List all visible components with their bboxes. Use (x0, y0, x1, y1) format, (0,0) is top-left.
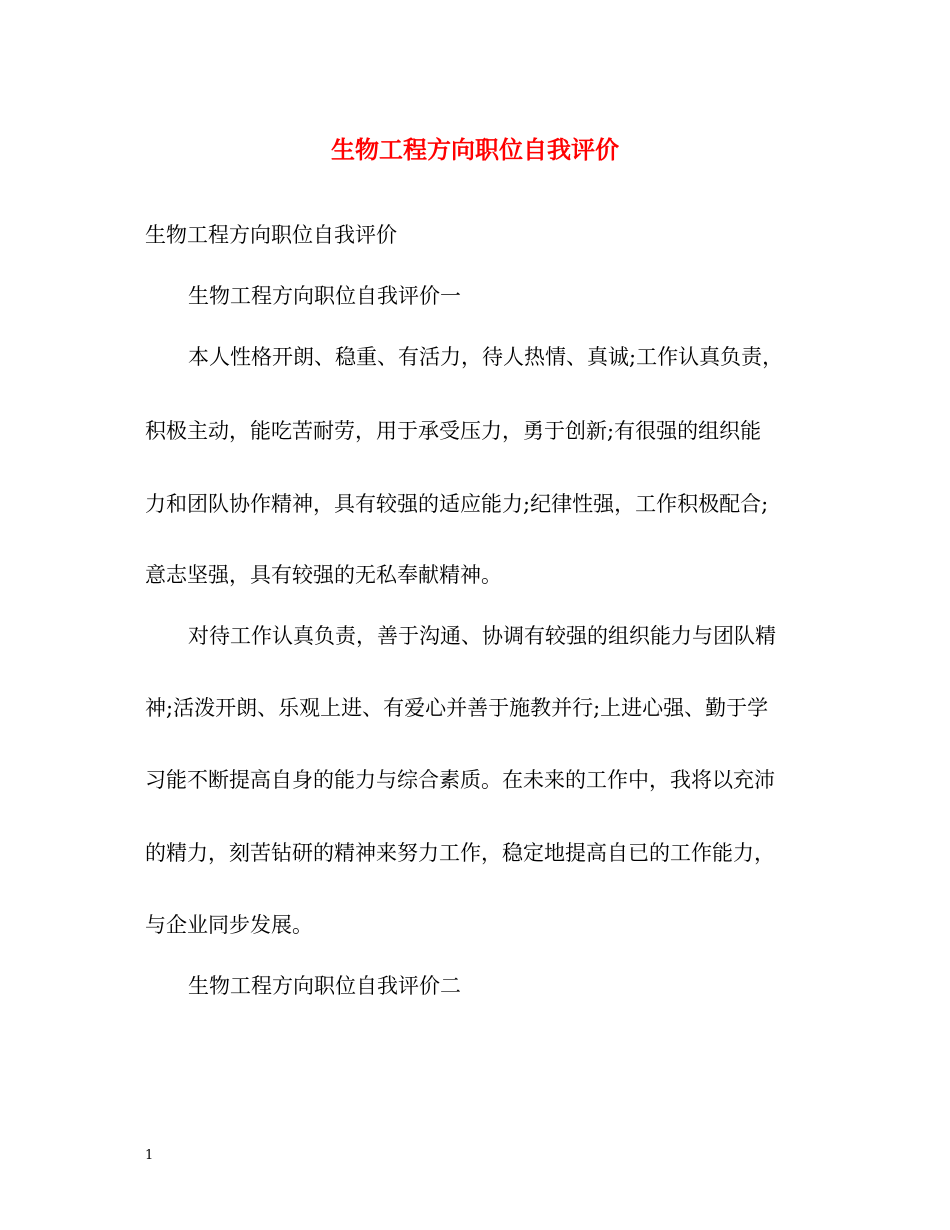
paragraph-2-line-1: 对待工作认真负责，善于沟通、协调有较强的组织能力与团队精 (188, 624, 776, 648)
document-title: 生物工程方向职位自我评价 (331, 135, 619, 164)
paragraph-2-line-4: 的精力，刻苦钻研的精神来努力工作，稳定地提高自已的工作能力， (145, 841, 775, 865)
section-heading-1: 生物工程方向职位自我评价一 (188, 284, 461, 308)
paragraph-2-line-3: 习能不断提高自身的能力与综合素质。在未来的工作中，我将以充沛 (145, 768, 775, 792)
section-heading-2: 生物工程方向职位自我评价二 (188, 974, 461, 998)
paragraph-2-line-5: 与企业同步发展。 (145, 913, 313, 937)
paragraph-1-line-2: 积极主动，能吃苦耐劳，用于承受压力，勇于创新;有很强的组织能 (145, 419, 762, 443)
paragraph-1-line-1: 本人性格开朗、稳重、有活力，待人热情、真诚;工作认真负责， (188, 345, 784, 369)
subtitle-line: 生物工程方向职位自我评价 (145, 223, 397, 247)
page-number: 1 (145, 1148, 154, 1163)
paragraph-1-line-3: 力和团队协作精神，具有较强的适应能力;纪律性强，工作积极配合; (145, 492, 769, 516)
paragraph-1-line-4: 意志坚强，具有较强的无私奉献精神。 (145, 563, 502, 587)
paragraph-2-line-2: 神;活泼开朗、乐观上进、有爱心并善于施教并行;上进心强、勤于学 (145, 696, 769, 720)
